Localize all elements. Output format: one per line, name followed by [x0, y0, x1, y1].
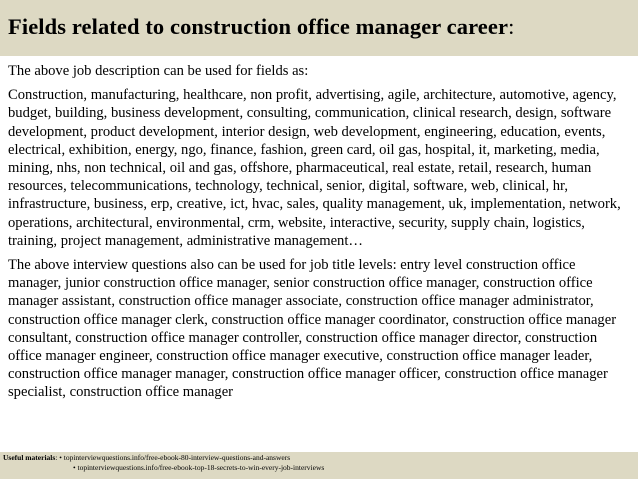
content-body — [8, 62, 632, 408]
footer-row-1 — [3, 453, 324, 463]
title-text: Fields related to construction office manager career — [8, 14, 509, 39]
footer-label: Useful materials — [3, 453, 56, 462]
fields-paragraph: Construction, manufacturing, healthcare, non profit, advertising, agile, architecture, automotive, agency, budget, building, business development, consulting, communication, clinical research, design, software development, product development, interior design, web development, engineering, education, events, electrical, exhibition, energy, ngo, finance, fashion, green card, oil gas, hospital, it, marketing, media, mining, nhs, non technical, oil and gas, offshore, pharmaceutical, real estate, retail, research, human resources, telecommunications, technology, technical, senior, digital, software, web, clinical, hr, infrastructure, business, erp, creative, ict, hvac, sales, quality management, uk, implementation, network, operations, architectural, environmental, crm, website, interactive, security, supply chain, logistics, training, project management, administrative management… — [8, 87, 621, 249]
footer-link-1[interactable]: • topinterviewquestions.info/free-ebook-80-interview-questions-and-answers — [59, 453, 291, 462]
levels-paragraph: The above interview questions also can be used for job title levels: entry level construction office manager, junior construction office manager, senior construction office manager, construction office manager assistant, construction office manager associate, construction office manager administrator, construction office manager clerk, construction office manager coordinator, construction office manager consultant, construction office manager controller, construction office manager director, construction office manager engineer, construction office manager executive, construction office manager leader, construction office manager manager, construction office manager officer, construction office manager specialist, construction office manager — [8, 257, 617, 401]
title-colon: : — [508, 14, 515, 39]
footer-row-2 — [3, 463, 324, 473]
footer-sep: : — [55, 453, 60, 462]
intro-paragraph: The above job description can be used for fields as: — [8, 63, 309, 79]
footer — [3, 453, 324, 473]
footer-link-2[interactable]: • topinterviewquestions.info/free-ebook-top-18-secrets-to-win-every-job-interviews — [73, 463, 325, 472]
